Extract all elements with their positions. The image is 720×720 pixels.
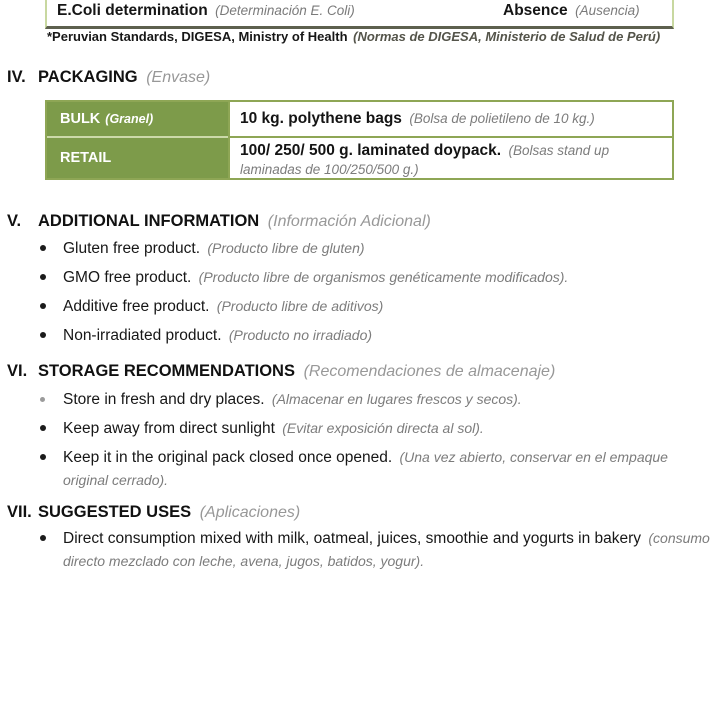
section-title-translation: (Recomendaciones de almacenaje) <box>303 363 556 380</box>
list-item <box>0 295 716 318</box>
list-item-text: Additive free product. <box>63 298 210 315</box>
list-item-translation: (Una vez abierto, conservar en el empaque original cerrado). <box>63 449 668 488</box>
section-title-translation: (Envase) <box>146 69 211 86</box>
section-title-translation: (Información Adicional) <box>267 213 431 230</box>
bulk-label-cell <box>47 102 228 136</box>
list-item-text: Keep it in the original pack closed once opened. <box>63 449 393 466</box>
list-item <box>0 324 716 347</box>
section-title: PACKAGING <box>38 68 138 86</box>
list-item-text: Store in fresh and dry places. <box>63 391 265 408</box>
bulk-value: 10 kg. polythene bags <box>240 110 402 127</box>
section-number: IV. <box>7 68 26 86</box>
bulk-label: BULK <box>60 111 101 127</box>
list-item <box>0 527 716 573</box>
list-item-translation: (Producto libre de organismos genéticamente modificados). <box>198 269 569 285</box>
microbiology-table-fragment <box>45 0 674 29</box>
bulk-value-translation: (Bolsa de polietileno de 10 kg.) <box>409 111 595 126</box>
section-title: STORAGE RECOMMENDATIONS <box>38 362 295 380</box>
storage-list <box>0 388 716 498</box>
list-item <box>0 446 716 492</box>
section-number: VI. <box>7 362 28 380</box>
list-item <box>0 417 716 440</box>
list-item-text: Direct consumption mixed with milk, oatmeal, juices, smoothie and yogurts in bakery <box>63 530 642 547</box>
retail-row <box>47 136 672 178</box>
retail-value-translation: (Bolsas stand up laminadas de 100/250/500 g.) <box>240 143 610 177</box>
list-item-text: Gluten free product. <box>63 240 200 257</box>
list-item-translation: (Producto libre de gluten) <box>207 240 365 256</box>
list-item-translation: (consumo directo mezclado con leche, avena, jugos, batidos, yogur). <box>63 530 710 569</box>
list-item <box>0 266 716 289</box>
section-title: SUGGESTED USES <box>38 503 192 521</box>
packaging-table <box>45 100 674 180</box>
section-heading-suggested-uses <box>7 501 712 524</box>
footnote-translation: (Normas de DIGESA, Ministerio de Salud de Perú) <box>353 29 661 44</box>
parameter-cell <box>57 2 355 20</box>
table-row <box>47 2 672 22</box>
result-cell <box>503 2 640 20</box>
suggested-uses-list <box>0 527 716 579</box>
result-value: Absence <box>503 2 568 19</box>
section-number: V. <box>7 212 22 230</box>
bulk-label-translation: (Granel) <box>105 112 154 126</box>
retail-value: 100/ 250/ 500 g. laminated doypack. <box>240 142 502 159</box>
retail-label-cell <box>47 136 228 178</box>
section-title-translation: (Aplicaciones) <box>199 504 301 521</box>
section-number: VII. <box>7 503 32 521</box>
parameter-name: E.Coli determination <box>57 2 208 19</box>
footnote-text: *Peruvian Standards, DIGESA, Ministry of Health <box>47 29 348 44</box>
list-item-translation: (Evitar exposición directa al sol). <box>282 420 484 436</box>
parameter-translation: (Determinación E. Coli) <box>215 3 355 18</box>
bulk-row <box>47 102 672 136</box>
list-item-translation: (Producto libre de aditivos) <box>216 298 384 314</box>
list-item-translation: (Almacenar en lugares frescos y secos). <box>271 391 522 407</box>
list-item-text: GMO free product. <box>63 269 192 286</box>
list-item <box>0 237 716 260</box>
standards-footnote <box>47 29 697 44</box>
list-item <box>0 388 716 411</box>
list-item-text: Keep away from direct sunlight <box>63 420 275 437</box>
section-title: ADDITIONAL INFORMATION <box>38 212 260 230</box>
result-translation: (Ausencia) <box>575 3 640 18</box>
section-heading-storage <box>7 360 712 383</box>
list-item-translation: (Producto no irradiado) <box>228 327 373 343</box>
section-heading-packaging <box>7 66 712 89</box>
retail-label: RETAIL <box>60 150 112 166</box>
bulk-value-cell <box>228 102 672 136</box>
list-item-text: Non-irradiated product. <box>63 327 222 344</box>
retail-value-cell <box>228 136 672 178</box>
additional-info-list <box>0 237 716 353</box>
section-heading-additional-information <box>7 210 712 233</box>
